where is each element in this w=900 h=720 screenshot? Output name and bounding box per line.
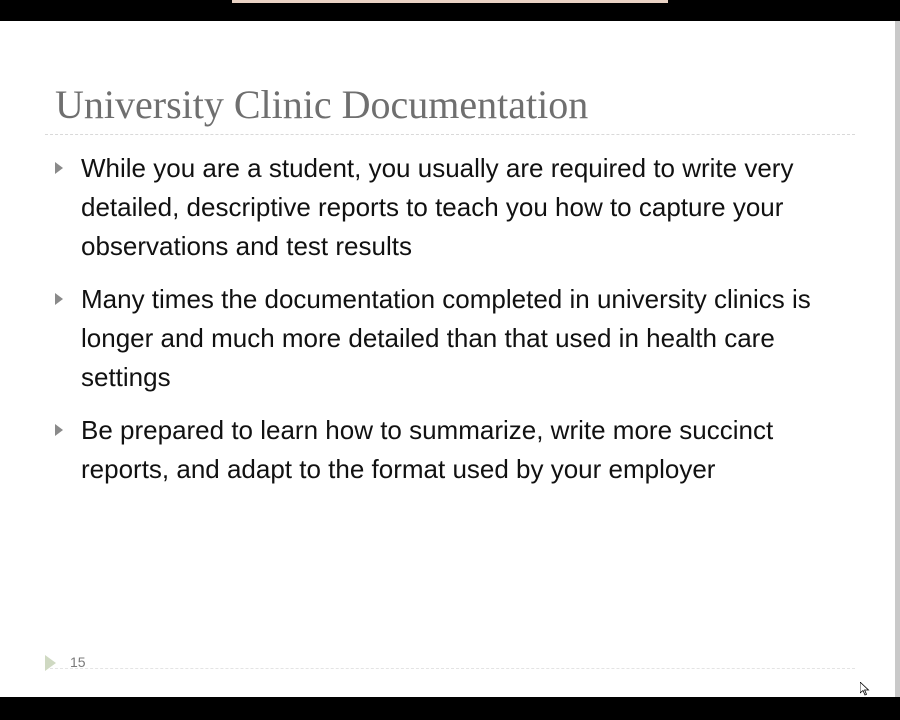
bullet-arrow-icon [55,162,63,174]
right-edge-bar [895,21,900,697]
mouse-pointer-icon [860,682,870,696]
bullet-list [55,149,855,503]
bullet-item [55,149,855,266]
footer-divider [45,668,855,669]
bullet-text: Be prepared to learn how to summarize, write more succinct reports, and adapt to the format used by your employer [81,415,774,484]
top-strip [232,0,668,3]
footer-arrow-icon [45,655,56,671]
bullet-item [55,280,855,397]
bullet-text: While you are a student, you usually are required to write very detailed, descriptive reports to teach you how to capture your observations and test results [81,153,794,261]
slide-number: 15 [70,654,86,670]
slide [0,21,895,697]
title-divider [45,134,855,135]
bullet-item [55,411,855,489]
bullet-arrow-icon [55,424,63,436]
bullet-arrow-icon [55,293,63,305]
bullet-text: Many times the documentation completed in university clinics is longer and much more detailed than that used in health care settings [81,284,811,392]
slide-title: University Clinic Documentation [55,82,589,127]
